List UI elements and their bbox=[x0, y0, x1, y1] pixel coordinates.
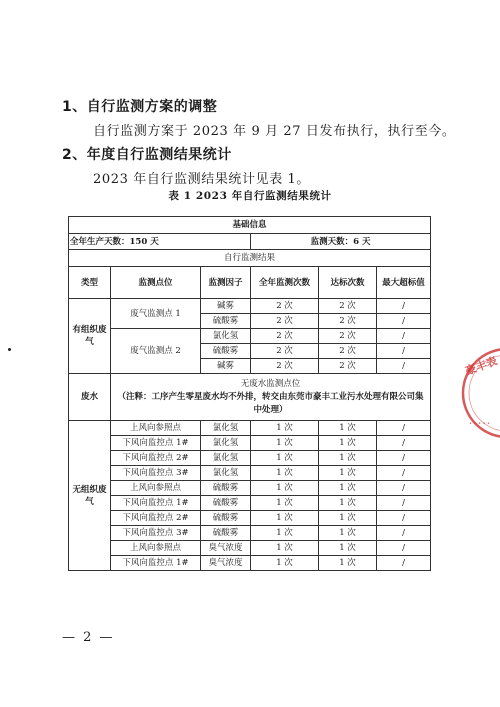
table-row bbox=[69, 556, 431, 571]
table-row bbox=[69, 329, 431, 344]
section-1-text: 自行监测方案于 2023 年 9 月 27 日发布执行，执行至今。 bbox=[93, 124, 456, 139]
count-cell: 1 次 bbox=[251, 526, 319, 541]
count-cell: 1 次 bbox=[251, 436, 319, 451]
count-cell: 1 次 bbox=[251, 556, 319, 571]
factor-cell: 氯化氢 bbox=[201, 421, 251, 436]
pass-cell: 2 次 bbox=[319, 359, 377, 374]
factor-cell: 碱雾 bbox=[201, 299, 251, 314]
count-cell: 2 次 bbox=[251, 359, 319, 374]
max-cell: / bbox=[377, 556, 431, 571]
svg-text:豪丰表: 豪丰表 bbox=[463, 354, 500, 378]
pass-cell: 1 次 bbox=[319, 421, 377, 436]
max-cell: / bbox=[377, 421, 431, 436]
table-row bbox=[69, 496, 431, 511]
count-cell: 1 次 bbox=[251, 511, 319, 526]
header-type: 类型 bbox=[69, 267, 111, 299]
count-cell: 2 次 bbox=[251, 299, 319, 314]
pass-cell: 1 次 bbox=[319, 526, 377, 541]
pass-cell: 1 次 bbox=[319, 466, 377, 481]
section-2-text: 2023 年自行监测结果统计见表 1。 bbox=[93, 172, 311, 187]
header-point: 监测点位 bbox=[111, 267, 201, 299]
factor-cell: 氯化氢 bbox=[201, 451, 251, 466]
count-cell: 2 次 bbox=[251, 329, 319, 344]
count-cell: 2 次 bbox=[251, 344, 319, 359]
pass-cell: 1 次 bbox=[319, 481, 377, 496]
wastewater-note-cell bbox=[111, 374, 431, 421]
factor-cell: 氯化氢 bbox=[201, 329, 251, 344]
pass-cell: 2 次 bbox=[319, 329, 377, 344]
table-row bbox=[69, 374, 431, 421]
monitoring-days: 监测天数：6 天 bbox=[251, 234, 431, 250]
max-cell: / bbox=[377, 481, 431, 496]
point-cell: 下风向监控点 3# bbox=[111, 526, 201, 541]
max-cell: / bbox=[377, 496, 431, 511]
max-cell: / bbox=[377, 541, 431, 556]
max-cell: / bbox=[377, 451, 431, 466]
table-row bbox=[69, 466, 431, 481]
max-cell: / bbox=[377, 344, 431, 359]
max-cell: / bbox=[377, 526, 431, 541]
factor-cell: 氯化氢 bbox=[201, 436, 251, 451]
type-wastewater: 废水 bbox=[69, 374, 111, 421]
factor-cell: 臭气浓度 bbox=[201, 556, 251, 571]
point-cell: 上风向参照点 bbox=[111, 481, 201, 496]
table-caption: 表 1 2023 年自行监测结果统计 bbox=[168, 190, 332, 202]
section-1-heading: 1、自行监测方案的调整 bbox=[62, 99, 218, 115]
pass-cell: 1 次 bbox=[319, 436, 377, 451]
page-number: — 2 — bbox=[62, 630, 115, 645]
section-2-heading: 2、年度自行监测结果统计 bbox=[62, 147, 232, 163]
pass-cell: 1 次 bbox=[319, 541, 377, 556]
factor-cell: 硫酸雾 bbox=[201, 526, 251, 541]
factor-cell: 臭气浓度 bbox=[201, 541, 251, 556]
point-cell: 下风向监控点 1# bbox=[111, 556, 201, 571]
point-cell: 上风向参照点 bbox=[111, 541, 201, 556]
count-cell: 2 次 bbox=[251, 314, 319, 329]
table-row bbox=[69, 511, 431, 526]
pass-cell: 1 次 bbox=[319, 451, 377, 466]
count-cell: 1 次 bbox=[251, 451, 319, 466]
count-cell: 1 次 bbox=[251, 421, 319, 436]
point-cell: 上风向参照点 bbox=[111, 421, 201, 436]
company-seal bbox=[455, 345, 500, 440]
point-cell: 下风向监控点 1# bbox=[111, 436, 201, 451]
factor-cell: 硫酸雾 bbox=[201, 511, 251, 526]
factor-cell: 硫酸雾 bbox=[201, 344, 251, 359]
count-cell: 1 次 bbox=[251, 481, 319, 496]
point-cell: 下风向监控点 2# bbox=[111, 451, 201, 466]
max-cell: / bbox=[377, 436, 431, 451]
count-cell: 1 次 bbox=[251, 496, 319, 511]
pass-cell: 2 次 bbox=[319, 299, 377, 314]
header-factor: 监测因子 bbox=[201, 267, 251, 299]
factor-cell: 硫酸雾 bbox=[201, 496, 251, 511]
pass-cell: 1 次 bbox=[319, 496, 377, 511]
factor-cell: 氯化氢 bbox=[201, 466, 251, 481]
pass-cell: 2 次 bbox=[319, 314, 377, 329]
pass-cell: 1 次 bbox=[319, 556, 377, 571]
pass-cell: 2 次 bbox=[319, 344, 377, 359]
table-row bbox=[69, 451, 431, 466]
wastewater-title: 无废水监测点位 bbox=[240, 378, 301, 389]
max-cell: / bbox=[377, 466, 431, 481]
type-organized: 有组织废气 bbox=[69, 299, 111, 374]
production-days: 全年生产天数：150 天 bbox=[69, 234, 251, 250]
pass-cell: 1 次 bbox=[319, 511, 377, 526]
point-cell: 废气监测点 2 bbox=[111, 329, 201, 374]
svg-text:• • • • •: • • • • • bbox=[469, 421, 491, 427]
table-row bbox=[69, 436, 431, 451]
count-cell: 1 次 bbox=[251, 541, 319, 556]
factor-cell: 碱雾 bbox=[201, 359, 251, 374]
max-cell: / bbox=[377, 299, 431, 314]
point-cell: 下风向监控点 3# bbox=[111, 466, 201, 481]
results-title: 自行监测结果 bbox=[69, 250, 431, 267]
monitoring-results-table bbox=[68, 216, 431, 571]
max-cell: / bbox=[377, 314, 431, 329]
header-count: 全年监测次数 bbox=[251, 267, 319, 299]
header-pass: 达标次数 bbox=[319, 267, 377, 299]
header-max: 最大超标值 bbox=[377, 267, 431, 299]
table-row bbox=[69, 299, 431, 314]
table-row bbox=[69, 421, 431, 436]
max-cell: / bbox=[377, 511, 431, 526]
margin-dot bbox=[8, 348, 11, 351]
seal-icon bbox=[455, 345, 500, 440]
factor-cell: 硫酸雾 bbox=[201, 481, 251, 496]
point-cell: 下风向监控点 2# bbox=[111, 511, 201, 526]
basic-info-title: 基础信息 bbox=[69, 217, 431, 234]
wastewater-note: （注释：工序产生零星废水均不外排，转交由东莞市豪丰工业污水处理有限公司集中处理） bbox=[117, 391, 424, 415]
table-row bbox=[69, 541, 431, 556]
max-cell: / bbox=[377, 359, 431, 374]
table-row bbox=[69, 526, 431, 541]
max-cell: / bbox=[377, 329, 431, 344]
point-cell: 废气监测点 1 bbox=[111, 299, 201, 329]
table-row bbox=[69, 481, 431, 496]
count-cell: 1 次 bbox=[251, 466, 319, 481]
type-unorganized: 无组织废气 bbox=[69, 421, 111, 571]
point-cell: 下风向监控点 1# bbox=[111, 496, 201, 511]
factor-cell: 硫酸雾 bbox=[201, 314, 251, 329]
